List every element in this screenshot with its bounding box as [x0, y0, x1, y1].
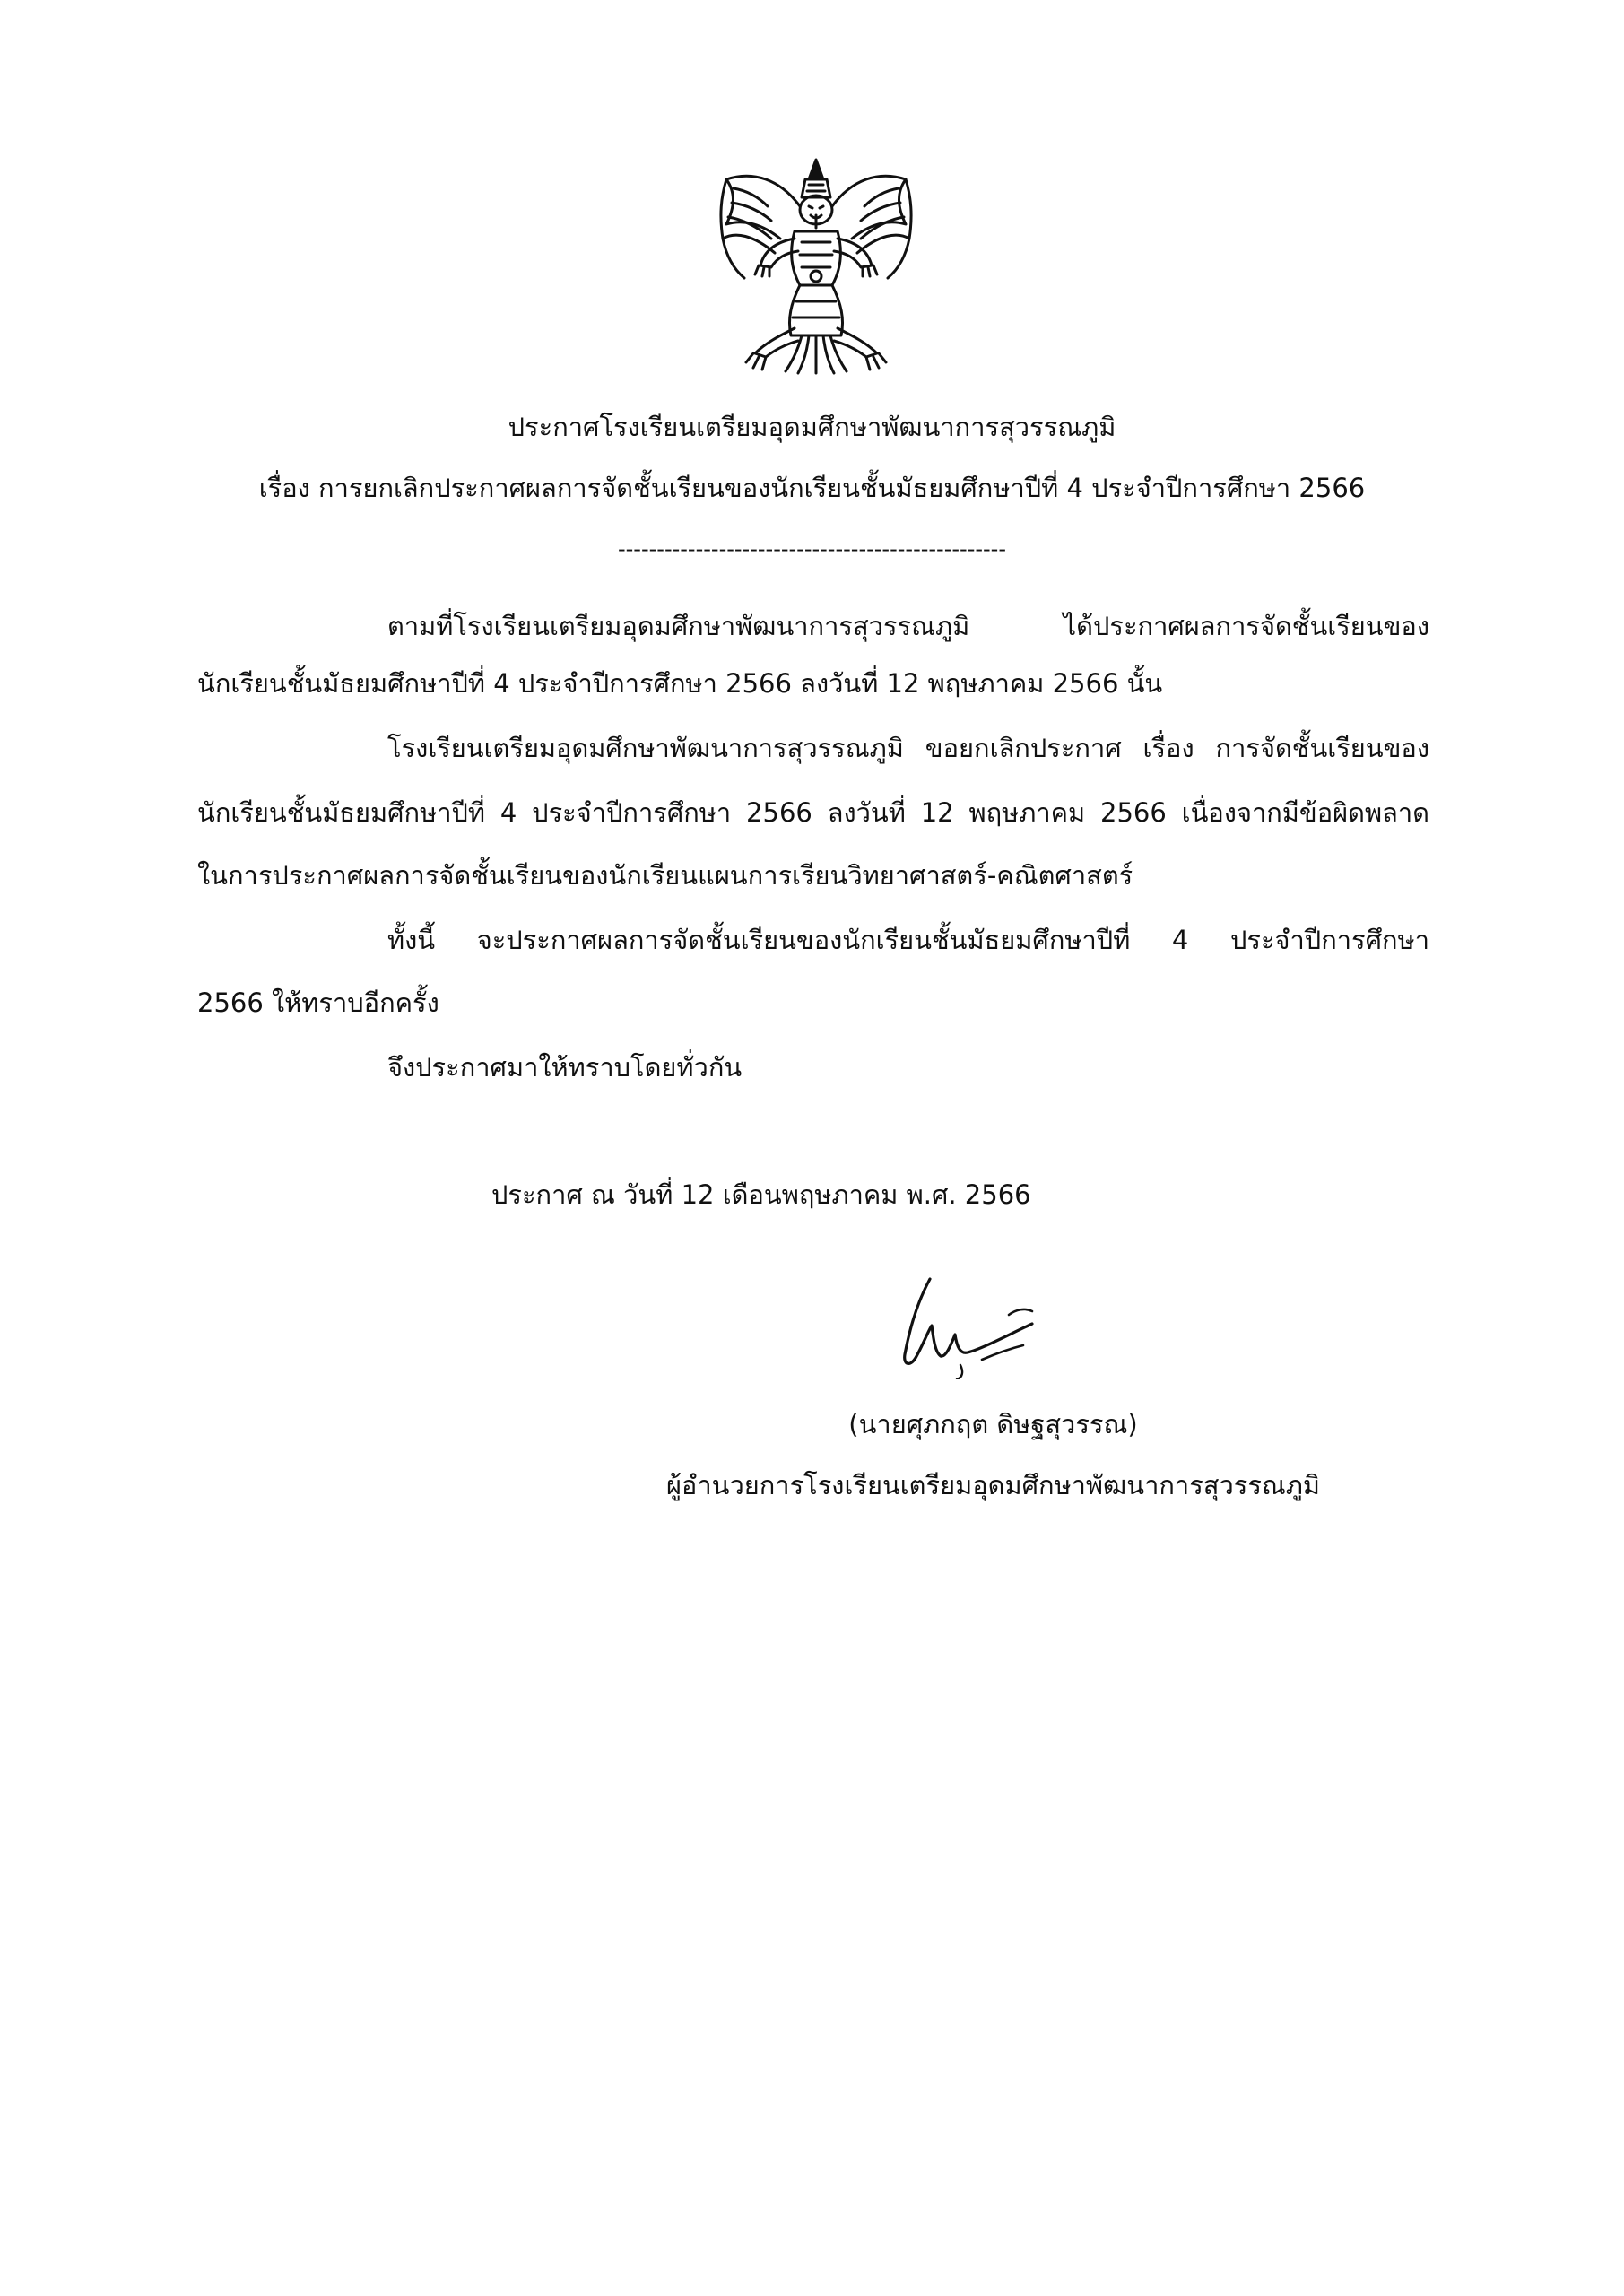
announcement-title: ประกาศโรงเรียนเตรียมอุดมศึกษาพัฒนาการสุวรรณภูมิ	[508, 412, 1116, 442]
signatory-name: (นายศุภกฤต ดิษฐสุวรรณ)	[848, 1409, 1138, 1439]
paragraph-2-line-2: นักเรียนชั้นมัธยมศึกษาปีที่ 4 ประจำปีการศึกษา 2566 ลงวันที่ 12 พฤษภาคม 2566 เนื่องจากมีข้อผิดพลาด	[197, 797, 1429, 828]
paragraph-3-line-1: ทั้งนี้ จะประกาศผลการจัดชั้นเรียนของนักเรียนชั้นมัธยมศึกษาปีที่ 4 ประจำปีการศึกษา	[387, 925, 1429, 955]
garuda-emblem-icon	[708, 152, 924, 377]
paragraph-4-line-1: จึงประกาศมาให้ทราบโดยทั่วกัน	[387, 1052, 743, 1083]
paragraph-1-line-1: ตามที่โรงเรียนเตรียมอุดมศึกษาพัฒนาการสุวรรณภูมิ ได้ประกาศผลการจัดชั้นเรียนของ	[387, 611, 1429, 641]
paragraph-1-line-2: นักเรียนชั้นมัธยมศึกษาปีที่ 4 ประจำปีการศึกษา 2566 ลงวันที่ 12 พฤษภาคม 2566 นั้น	[197, 668, 1163, 699]
paragraph-3-line-2: 2566 ให้ทราบอีกครั้ง	[197, 987, 439, 1018]
handwritten-signature-icon	[874, 1272, 1036, 1379]
paragraph-2-line-1: โรงเรียนเตรียมอุดมศึกษาพัฒนาการสุวรรณภูมิ ขอยกเลิกประกาศ เรื่อง การจัดชั้นเรียนของ	[387, 733, 1429, 763]
paragraph-2-line-3: ในการประกาศผลการจัดชั้นเรียนของนักเรียนแผนการเรียนวิทยาศาสตร์-คณิตศาสตร์	[197, 860, 1133, 891]
signatory-position: ผู้อำนวยการโรงเรียนเตรียมอุดมศึกษาพัฒนาการสุวรรณภูมิ	[665, 1470, 1321, 1500]
announcement-subject: เรื่อง การยกเลิกประกาศผลการจัดชั้นเรียนของนักเรียนชั้นมัธยมศึกษาปีที่ 4 ประจำปีการศึกษา 2566	[258, 473, 1366, 503]
announcement-date: ประกาศ ณ วันที่ 12 เดือนพฤษภาคม พ.ศ. 2566	[491, 1179, 1031, 1210]
divider-line: --------------------------------------------------	[617, 536, 1006, 561]
